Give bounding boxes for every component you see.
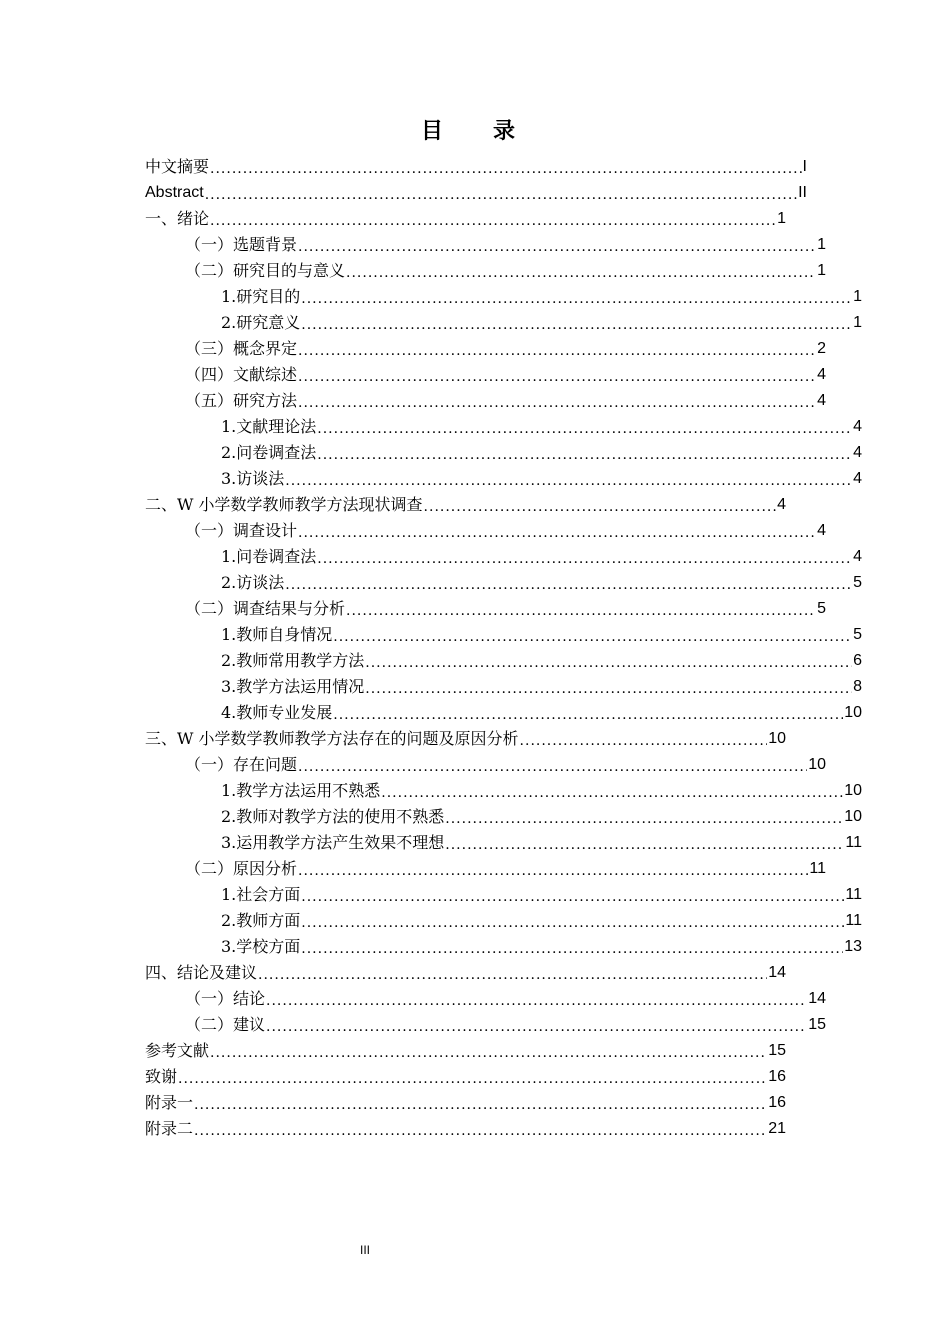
toc-entry[interactable] (145, 284, 862, 310)
toc-entry-page: 15 (808, 1016, 826, 1033)
toc-entry-page: 21 (768, 1120, 786, 1137)
toc-entry-page: 4 (853, 418, 862, 435)
toc-entry-text: 三、W 小学数学教师教学方法存在的问题及原因分析 (145, 729, 519, 748)
dot-leader (333, 626, 852, 648)
dot-leader (317, 548, 852, 570)
toc-entry-text: 1.教师自身情况 (221, 625, 333, 644)
toc-entry-text: （二）建议 (185, 1015, 266, 1034)
dot-leader (445, 808, 843, 830)
dot-leader (301, 288, 852, 310)
toc-entry[interactable] (145, 440, 862, 466)
toc-entry[interactable] (145, 544, 862, 570)
toc-entry[interactable] (145, 492, 786, 518)
toc-entry-page: 2 (817, 340, 826, 357)
toc-entry[interactable] (145, 206, 786, 232)
dot-leader (210, 158, 802, 180)
toc-entry-page: 4 (817, 366, 826, 383)
dot-leader (301, 886, 844, 908)
toc-entry-page: 14 (808, 990, 826, 1007)
toc-entry[interactable] (145, 830, 862, 856)
toc-entry-text: （二）研究目的与意义 (185, 261, 346, 280)
dot-leader (285, 470, 852, 492)
toc-entry-page: I (802, 158, 807, 175)
dot-leader (298, 860, 808, 882)
toc-entry[interactable] (145, 310, 862, 336)
toc-entry[interactable] (145, 726, 786, 752)
toc-entry-page: 5 (853, 626, 862, 643)
toc-entry-page: 4 (853, 470, 862, 487)
toc-entry-page: 16 (768, 1094, 786, 1111)
dot-leader (301, 938, 843, 960)
dot-leader (317, 418, 852, 440)
toc-entry-page: 15 (768, 1042, 786, 1059)
toc-entry-page: 5 (853, 574, 862, 591)
toc-entry-text: 中文摘要 (145, 157, 210, 176)
toc-entry-text: 2.教师方面 (221, 911, 301, 930)
toc-entry-text: 1.文献理论法 (221, 417, 317, 436)
toc-entry-text: 1.社会方面 (221, 885, 301, 904)
toc-entry[interactable] (145, 570, 862, 596)
toc-entry-text: 2.问卷调查法 (221, 443, 317, 462)
toc-entry-text: 附录二 (145, 1119, 194, 1138)
table-of-contents (145, 154, 862, 1142)
toc-entry[interactable] (145, 804, 862, 830)
toc-entry-page: 1 (817, 236, 826, 253)
toc-entry[interactable] (145, 232, 826, 258)
toc-entry-text: 1.研究目的 (221, 287, 301, 306)
toc-entry-page: 10 (808, 756, 826, 773)
toc-entry-text: （二）原因分析 (185, 859, 298, 878)
toc-entry[interactable] (145, 700, 862, 726)
toc-entry[interactable] (145, 752, 826, 778)
dot-leader (298, 756, 807, 778)
dot-leader (445, 834, 844, 856)
toc-entry-page: 10 (844, 808, 862, 825)
toc-entry-page: 4 (853, 444, 862, 461)
toc-entry[interactable] (145, 908, 862, 934)
toc-entry[interactable] (145, 336, 826, 362)
toc-entry-page: 8 (853, 678, 862, 695)
toc-entry-page: 10 (844, 782, 862, 799)
dot-leader (365, 678, 852, 700)
toc-entry-page: 11 (845, 886, 862, 903)
toc-entry[interactable] (145, 778, 862, 804)
toc-entry-page: 4 (817, 392, 826, 409)
toc-entry[interactable] (145, 856, 826, 882)
toc-entry[interactable] (145, 518, 826, 544)
toc-entry-page: 16 (768, 1068, 786, 1085)
toc-entry[interactable] (145, 258, 826, 284)
dot-leader (301, 314, 852, 336)
toc-entry-text: 1.问卷调查法 (221, 547, 317, 566)
dot-leader (266, 1016, 807, 1038)
toc-entry-text: 附录一 (145, 1093, 194, 1112)
toc-entry-text: 2.教师对教学方法的使用不熟悉 (221, 807, 445, 826)
toc-entry[interactable] (145, 648, 862, 674)
toc-entry-text: （一）结论 (185, 989, 266, 1008)
toc-entry-page: 5 (817, 600, 826, 617)
toc-entry-page: 1 (853, 314, 862, 331)
dot-leader (301, 912, 844, 934)
toc-entry-page: 10 (768, 730, 786, 747)
toc-entry-text: 3.学校方面 (221, 937, 301, 956)
toc-title: 目 录 (420, 118, 529, 144)
dot-leader (424, 496, 777, 518)
dot-leader (381, 782, 843, 804)
dot-leader (258, 964, 767, 986)
toc-entry[interactable] (145, 960, 786, 986)
toc-entry-text: 3.访谈法 (221, 469, 285, 488)
toc-entry[interactable] (145, 934, 862, 960)
page-number: III (359, 1243, 370, 1257)
dot-leader (266, 990, 807, 1012)
toc-entry-page: 1 (777, 210, 786, 227)
toc-entry-text: 一、绪论 (145, 209, 210, 228)
dot-leader (210, 210, 776, 232)
toc-entry[interactable] (145, 180, 807, 206)
toc-entry-page: II (798, 184, 807, 201)
toc-entry-page: 4 (853, 548, 862, 565)
toc-entry-page: 4 (817, 522, 826, 539)
toc-entry-text: （三）概念界定 (185, 339, 298, 358)
toc-entry-page: 13 (844, 938, 862, 955)
toc-entry-text: 3.教学方法运用情况 (221, 677, 365, 696)
toc-entry-page: 1 (853, 288, 862, 305)
dot-leader (178, 1068, 767, 1090)
toc-entry-text: 致谢 (145, 1067, 178, 1086)
toc-entry-text: 3.运用教学方法产生效果不理想 (221, 833, 445, 852)
toc-entry-text: （四）文献综述 (185, 365, 298, 384)
toc-entry[interactable] (145, 414, 862, 440)
toc-entry[interactable] (145, 1064, 786, 1090)
toc-entry[interactable] (145, 388, 826, 414)
toc-entry-page: 1 (817, 262, 826, 279)
dot-leader (298, 366, 816, 388)
toc-entry-text: 1.教学方法运用不熟悉 (221, 781, 381, 800)
dot-leader (333, 704, 843, 726)
toc-entry[interactable] (145, 1090, 786, 1116)
toc-entry[interactable] (145, 1038, 786, 1064)
toc-entry-page: 6 (853, 652, 862, 669)
dot-leader (520, 730, 768, 752)
toc-entry-text: 参考文献 (145, 1041, 210, 1060)
toc-entry-page: 4 (777, 496, 786, 513)
toc-entry[interactable] (145, 466, 862, 492)
toc-entry-text: 2.访谈法 (221, 573, 285, 592)
toc-entry-text: （五）研究方法 (185, 391, 298, 410)
toc-entry[interactable] (145, 596, 826, 622)
toc-entry-text: 四、结论及建议 (145, 963, 258, 982)
toc-entry[interactable] (145, 986, 826, 1012)
toc-entry[interactable] (145, 622, 862, 648)
dot-leader (317, 444, 852, 466)
toc-entry-page: 10 (844, 704, 862, 721)
toc-entry[interactable] (145, 1116, 786, 1142)
dot-leader (194, 1120, 767, 1142)
toc-entry-page: 14 (768, 964, 786, 981)
toc-entry-text: 2.教师常用教学方法 (221, 651, 365, 670)
dot-leader (210, 1042, 767, 1064)
toc-entry-text: 二、W 小学数学教师教学方法现状调查 (145, 495, 423, 514)
toc-entry-page: 11 (845, 834, 862, 851)
dot-leader (346, 600, 816, 622)
dot-leader (194, 1094, 767, 1116)
toc-entry-text: Abstract (145, 184, 204, 201)
toc-entry[interactable] (145, 882, 862, 908)
toc-entry-text: （二）调查结果与分析 (185, 599, 346, 618)
toc-entry[interactable] (145, 1012, 826, 1038)
toc-entry-page: 11 (809, 860, 826, 877)
toc-entry-text: 4.教师专业发展 (221, 703, 333, 722)
dot-leader (365, 652, 852, 674)
dot-leader (298, 236, 816, 258)
toc-entry[interactable] (145, 154, 807, 180)
toc-entry[interactable] (145, 362, 826, 388)
dot-leader (205, 184, 797, 206)
dot-leader (298, 392, 816, 414)
toc-entry[interactable] (145, 674, 862, 700)
toc-entry-text: （一）选题背景 (185, 235, 298, 254)
toc-entry-page: 11 (845, 912, 862, 929)
toc-entry-text: 2.研究意义 (221, 313, 301, 332)
dot-leader (298, 522, 816, 544)
dot-leader (298, 340, 816, 362)
dot-leader (346, 262, 816, 284)
toc-entry-text: （一）存在问题 (185, 755, 298, 774)
toc-entry-text: （一）调查设计 (185, 521, 298, 540)
dot-leader (285, 574, 852, 596)
